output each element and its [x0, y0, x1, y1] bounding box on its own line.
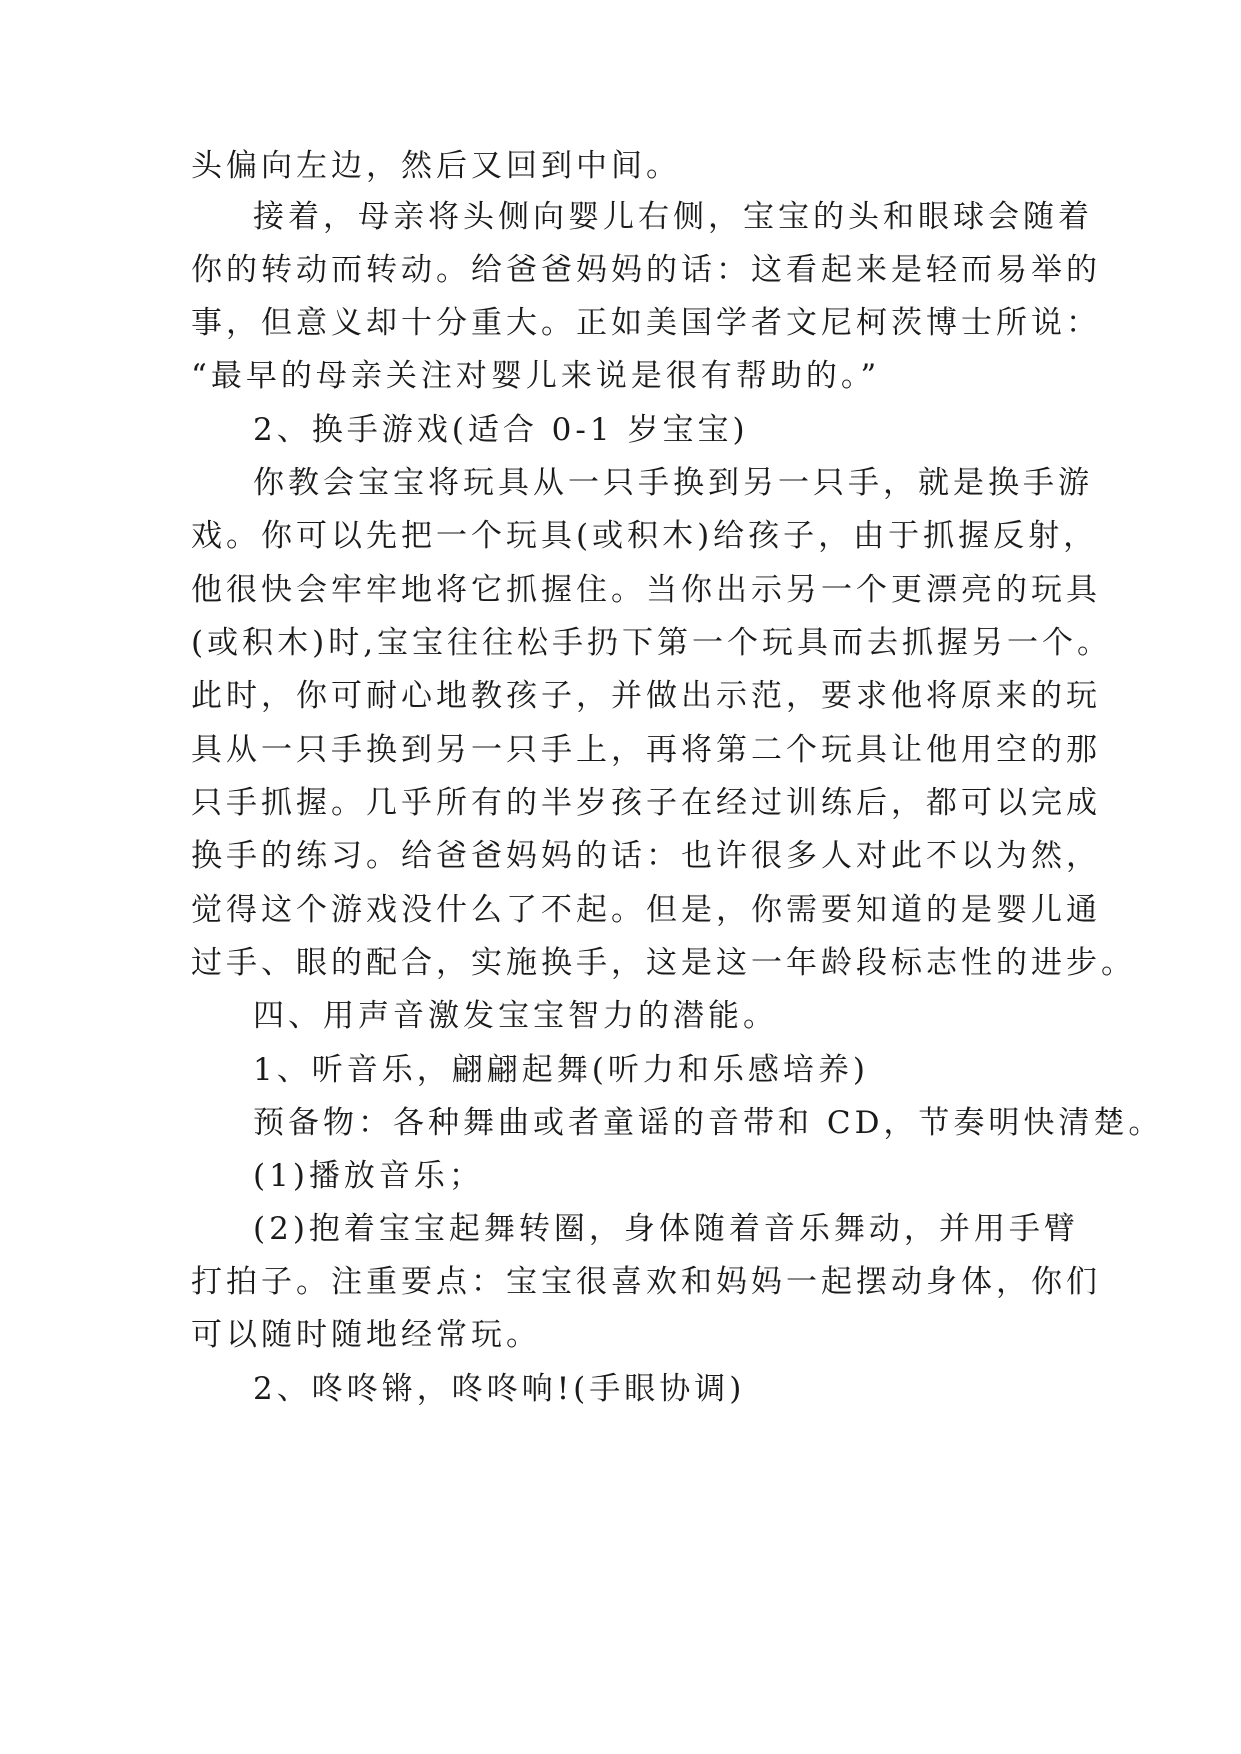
text-line: (2)抱着宝宝起舞转圈，身体随着音乐舞动，并用手臂 — [253, 1211, 1079, 1247]
text-line: 具从一只手换到另一只手上，再将第二个玩具让他用空的那 — [191, 732, 1101, 768]
text-line: 预备物：各种舞曲或者童谣的音带和 CD，节奏明快清楚。 — [253, 1105, 1164, 1141]
text-line: (或积木)时,宝宝往往松手扔下第一个玩具而去抓握另一个。 — [191, 625, 1113, 661]
section-heading: 2、咚咚锵，咚咚响!(手眼协调) — [253, 1371, 746, 1407]
text-line: 过手、眼的配合，实施换手，这是这一年龄段标志性的进步。 — [191, 945, 1136, 981]
text-line: 接着，母亲将头侧向婴儿右侧，宝宝的头和眼球会随着 — [253, 199, 1093, 235]
text-line: 戏。你可以先把一个玩具(或积木)给孩子，由于抓握反射， — [191, 518, 1099, 554]
text-line: 只手抓握。几乎所有的半岁孩子在经过训练后，都可以完成 — [191, 785, 1101, 821]
text-line: (1)播放音乐； — [253, 1158, 484, 1194]
text-line: 你的转动而转动。给爸爸妈妈的话：这看起来是轻而易举的 — [191, 252, 1101, 288]
text-line: 可以随时随地经常玩。 — [191, 1317, 541, 1353]
section-heading: 1、听音乐，翩翩起舞(听力和乐感培养) — [253, 1052, 869, 1088]
text-line: 此时，你可耐心地教孩子，并做出示范，要求他将原来的玩 — [191, 678, 1101, 714]
text-line: 头偏向左边，然后又回到中间。 — [191, 148, 681, 184]
text-line: 换手的练习。给爸爸妈妈的话：也许很多人对此不以为然， — [191, 838, 1101, 874]
text-line: 觉得这个游戏没什么了不起。但是，你需要知道的是婴儿通 — [191, 892, 1101, 928]
section-heading: 四、用声音激发宝宝智力的潜能。 — [253, 998, 778, 1034]
text-line: 他很快会牢牢地将它抓握住。当你出示另一个更漂亮的玩具 — [191, 572, 1101, 608]
text-line: “最早的母亲关注对婴儿来说是很有帮助的。” — [191, 358, 881, 394]
text-line: 事，但意义却十分重大。正如美国学者文尼柯茨博士所说： — [191, 305, 1101, 341]
section-heading: 2、换手游戏(适合 0-1 岁宝宝) — [253, 412, 749, 448]
text-line: 你教会宝宝将玩具从一只手换到另一只手，就是换手游 — [253, 465, 1093, 501]
text-line: 打拍子。注重要点：宝宝很喜欢和妈妈一起摆动身体，你们 — [191, 1264, 1101, 1300]
